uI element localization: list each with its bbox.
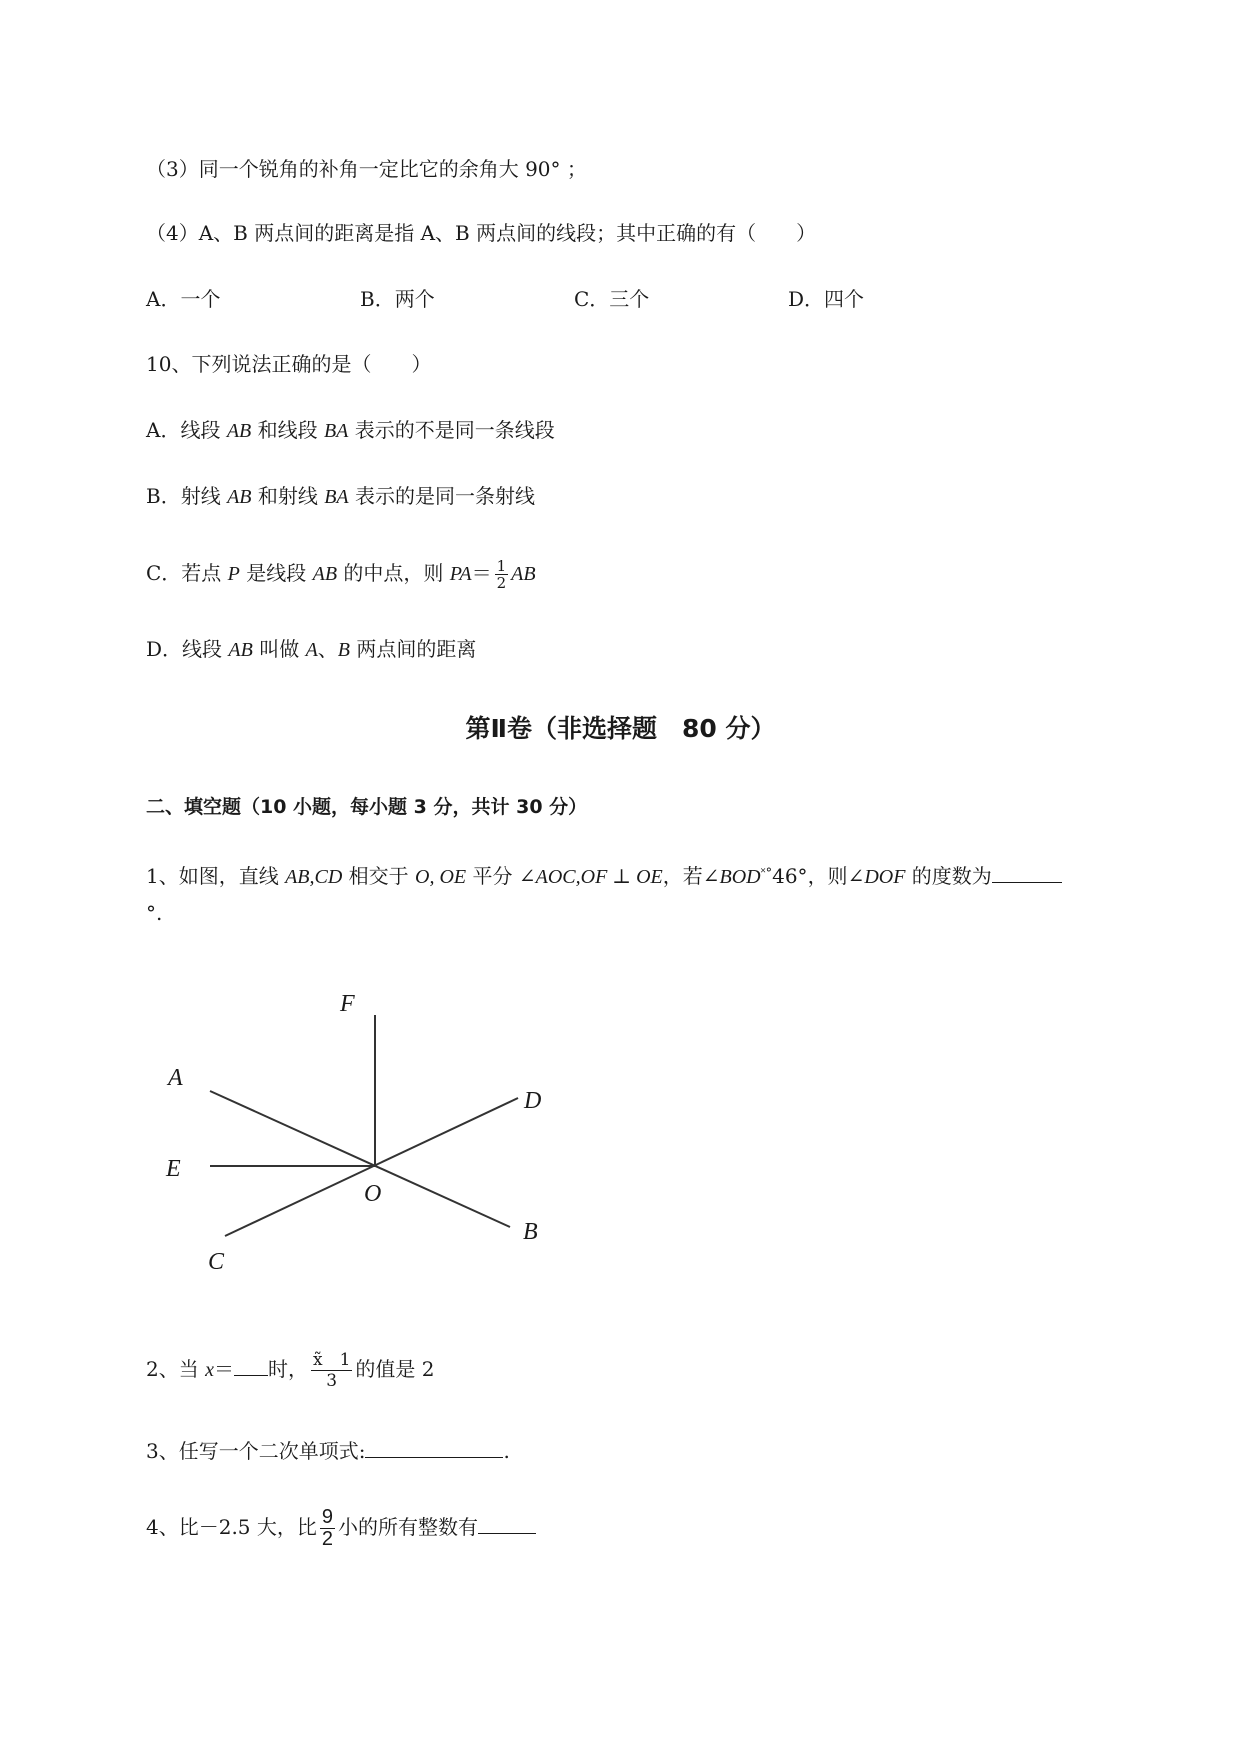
q10-d-mid: 叫做 — [252, 637, 306, 661]
fill1-tail: °. — [146, 901, 163, 925]
fill-q4 — [146, 1507, 536, 1550]
fill2-blank — [234, 1357, 268, 1376]
label-d: D — [524, 1088, 542, 1114]
fill1-lines: AB,CD — [285, 866, 343, 888]
q10-c-var4: AB — [511, 563, 536, 585]
q9-option-a: A．一个 — [146, 287, 221, 311]
fill2-frac-num: x̃ 1 — [312, 1350, 351, 1370]
fill4-blank — [478, 1515, 536, 1534]
q10-c-eq: ＝ — [471, 561, 492, 585]
fill1-bisect: 平分 — [466, 864, 519, 888]
q10-a-pre: A．线段 — [146, 418, 227, 442]
q10-c-var2: AB — [312, 563, 338, 585]
q10-d-var3: B — [337, 639, 350, 661]
q10-stem: 10、下列说法正确的是（ ） — [146, 352, 432, 376]
q9-option-c: C．三个 — [574, 287, 650, 311]
fill1-oe: OE — [434, 866, 467, 888]
q10-a-post: 表示的不是同一条线段 — [348, 418, 555, 442]
q10-c-mid2: 的中点，则 — [337, 561, 450, 585]
q10-c-frac-num: 1 — [496, 557, 507, 575]
fill4-post: 小的所有整数有 — [338, 1515, 479, 1539]
label-b: B — [523, 1219, 538, 1245]
fill1-angle-expr: ∠AOC,OF ⊥ OE — [518, 866, 663, 888]
q9-item-4: （4）A、B 两点间的距离是指 A、B 两点间的线段；其中正确的有（ ） — [146, 221, 817, 245]
fill1-angle-bod: ∠BOD — [702, 866, 761, 888]
q10-c-var1: P — [227, 563, 240, 585]
q10-d-pre: D．线段 — [146, 637, 229, 661]
fill4-frac-den: 2 — [321, 1528, 334, 1550]
q10-b-post: 表示的是同一条射线 — [348, 484, 536, 508]
q9-option-d: D．四个 — [788, 287, 865, 311]
fill-q3 — [146, 1436, 510, 1466]
fill4-frac-num: 9 — [321, 1506, 334, 1528]
fill4-fraction — [320, 1507, 335, 1550]
q9-options — [146, 284, 864, 314]
q10-d-var1: AB — [228, 639, 253, 661]
fill1-then: ，则 — [807, 864, 848, 888]
fill2-eq: ＝ — [213, 1357, 234, 1381]
q10-d-var2: A — [305, 639, 318, 661]
fill2-pre: 2、当 — [146, 1357, 206, 1381]
fill1-ask: 的度数为 — [905, 864, 992, 888]
label-o: O — [364, 1181, 382, 1207]
fill1-point: O, — [415, 866, 435, 888]
q10-option-d — [146, 634, 476, 665]
label-a: A — [168, 1065, 183, 1091]
fill1-pre: 1、如图，直线 — [146, 864, 286, 888]
label-f: F — [340, 991, 355, 1017]
fill2-frac-den: 3 — [326, 1371, 338, 1391]
q10-c-pre: C．若点 — [146, 561, 228, 585]
q10-b-pre: B．射线 — [146, 484, 228, 508]
q10-b-var1: AB — [227, 486, 252, 508]
line-ab — [210, 1091, 510, 1227]
q10-c-fraction — [495, 558, 509, 591]
fill2-fraction — [311, 1350, 352, 1391]
fill2-post: 的值是 2 — [355, 1357, 435, 1381]
fill3-text: 3、任写一个二次单项式: — [146, 1439, 366, 1463]
q10-d-sep: 、 — [317, 637, 338, 661]
fill1-angle-dof: ∠DOF — [847, 866, 906, 888]
fill1-blank — [992, 864, 1062, 883]
q10-option-a — [146, 415, 555, 446]
fill1-mid: 相交于 — [342, 864, 416, 888]
fill4-pre: 4、比－2.5 大，比 — [146, 1515, 317, 1539]
section-heading: 二、填空题（10 小题，每小题 3 分，共计 30 分） — [146, 796, 588, 818]
fill2-mid: 时， — [267, 1357, 308, 1381]
q10-option-b — [146, 481, 535, 512]
q10-b-var2: BA — [324, 486, 349, 508]
q10-c-var3: PA — [449, 563, 472, 585]
q10-a-var1: AB — [226, 420, 252, 442]
fill3-end: . — [503, 1439, 510, 1463]
label-c: C — [208, 1249, 225, 1275]
fill-q1 — [146, 859, 1062, 892]
fill2-var: x — [205, 1359, 214, 1381]
q10-option-c — [146, 558, 536, 591]
label-e: E — [166, 1156, 181, 1182]
fill1-if: ，若 — [662, 864, 703, 888]
q9-option-b: B．两个 — [360, 287, 435, 311]
fill-q2 — [146, 1350, 434, 1391]
fill1-value: 46° — [772, 864, 808, 888]
q10-b-mid: 和射线 — [251, 484, 325, 508]
fill1-eq-mark: ˟° — [760, 866, 773, 881]
fill3-blank — [365, 1439, 503, 1458]
q10-d-post: 两点间的距离 — [350, 637, 477, 661]
q10-c-frac-den: 2 — [496, 574, 507, 592]
q10-a-mid: 和线段 — [251, 418, 324, 442]
geometry-figure — [150, 985, 570, 1285]
q10-c-mid: 是线段 — [239, 561, 313, 585]
q10-a-var2: BA — [323, 420, 349, 442]
section-title: 第Ⅱ卷（非选择题 80 分） — [465, 714, 776, 743]
q9-item-3: （3）同一个锐角的补角一定比它的余角大 90° ； — [146, 157, 587, 181]
